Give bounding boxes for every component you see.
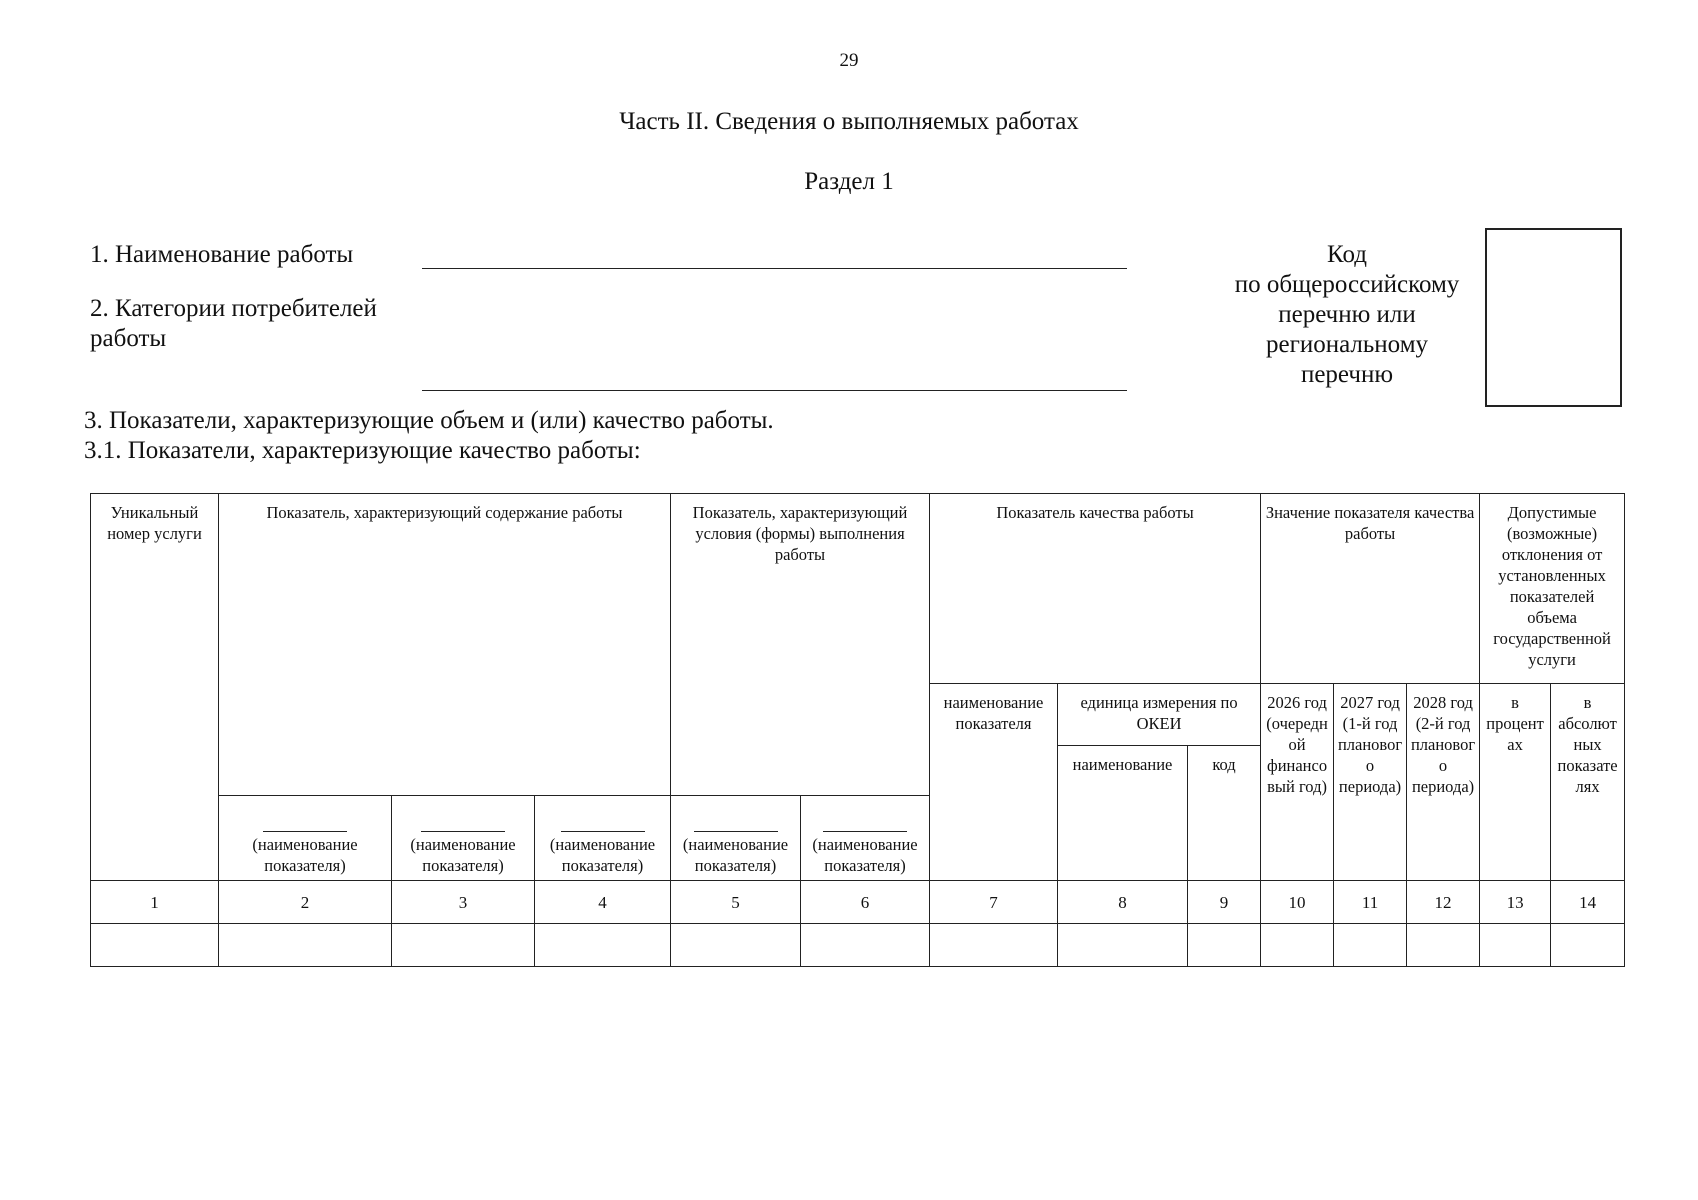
- blank-line[interactable]: [823, 823, 907, 832]
- column-number: 7: [930, 881, 1058, 924]
- table-cell-empty[interactable]: [1551, 924, 1625, 967]
- column-number: 10: [1261, 881, 1334, 924]
- column-number: 3: [392, 881, 535, 924]
- blank-line[interactable]: [561, 823, 645, 832]
- table-cell-empty[interactable]: [1407, 924, 1480, 967]
- year-2028-header: 2028 год (2-й год планового периода): [1407, 684, 1480, 881]
- quality-indicator-header: Показатель качества работы: [930, 494, 1261, 684]
- consumer-categories-label-line2: работы: [90, 325, 167, 352]
- column-number: 2: [219, 881, 392, 924]
- okei-code-header: код: [1188, 746, 1261, 881]
- column-number: 1: [91, 881, 219, 924]
- column-number: 13: [1480, 881, 1551, 924]
- content-placeholder-3: (наименование показателя): [535, 796, 671, 881]
- column-number: 14: [1551, 881, 1625, 924]
- table-cell-empty[interactable]: [392, 924, 535, 967]
- allowed-deviations-header: Допустимые (возможные) отклонения от установленных показателей объема государственной услуги: [1480, 494, 1625, 684]
- column-number: 11: [1334, 881, 1407, 924]
- table-cell-empty[interactable]: [1261, 924, 1334, 967]
- column-number: 12: [1407, 881, 1480, 924]
- indicator-name-header: наименование показателя: [930, 684, 1058, 881]
- column-number: 5: [671, 881, 801, 924]
- blank-line[interactable]: [694, 823, 778, 832]
- column-number: 8: [1058, 881, 1188, 924]
- content-placeholder-2: (наименование показателя): [392, 796, 535, 881]
- table-cell-empty[interactable]: [930, 924, 1058, 967]
- content-indicator-header: Показатель, характеризующий содержание работы: [219, 494, 671, 796]
- section-title: Раздел 1: [804, 168, 894, 195]
- code-label: [1222, 240, 1472, 390]
- table-cell-empty[interactable]: [219, 924, 392, 967]
- year-2027-header: 2027 год (1-й год планового периода): [1334, 684, 1407, 881]
- column-number: 9: [1188, 881, 1261, 924]
- work-name-line[interactable]: [422, 268, 1127, 269]
- page-number: 29: [839, 50, 859, 71]
- table-cell-empty[interactable]: [91, 924, 219, 967]
- unique-number-header: Уникальный номер услуги: [91, 494, 219, 881]
- blank-line[interactable]: [421, 823, 505, 832]
- column-number: 6: [801, 881, 930, 924]
- code-label-line4: региональному: [1265, 331, 1429, 358]
- heading-3: 3. Показатели, характеризующие объем и (или) качество работы.: [84, 407, 774, 434]
- quality-indicators-table: [90, 493, 1625, 967]
- in-percent-header: в процентах: [1480, 684, 1551, 881]
- consumer-categories-label-line1: 2. Категории потребителей: [90, 295, 377, 322]
- conditions-placeholder-1: (наименование показателя): [671, 796, 801, 881]
- table-cell-empty[interactable]: [801, 924, 930, 967]
- code-label-line5: перечню: [1300, 361, 1394, 388]
- okei-unit-header: единица измерения по ОКЕИ: [1058, 684, 1261, 746]
- in-absolute-header: в абсолютных показателях: [1551, 684, 1625, 881]
- conditions-indicator-header: Показатель, характеризующий условия (формы) выполнения работы: [671, 494, 930, 796]
- quality-value-header: Значение показателя качества работы: [1261, 494, 1480, 684]
- table-cell-empty[interactable]: [1188, 924, 1261, 967]
- code-label-line3: перечню или: [1278, 301, 1416, 328]
- heading-3-1: 3.1. Показатели, характеризующие качество работы:: [84, 437, 641, 464]
- table-cell-empty[interactable]: [1058, 924, 1188, 967]
- table-cell-empty[interactable]: [1480, 924, 1551, 967]
- conditions-placeholder-2: (наименование показателя): [801, 796, 930, 881]
- code-label-line2: по общероссийскому: [1234, 271, 1460, 298]
- year-2026-header: 2026 год (очередной финансовый год): [1261, 684, 1334, 881]
- consumer-categories-line[interactable]: [422, 390, 1127, 391]
- blank-line[interactable]: [263, 823, 347, 832]
- table-cell-empty[interactable]: [671, 924, 801, 967]
- table-cell-empty[interactable]: [535, 924, 671, 967]
- okei-name-header: наименование: [1058, 746, 1188, 881]
- column-number: 4: [535, 881, 671, 924]
- content-placeholder-1: (наименование показателя): [219, 796, 392, 881]
- code-box[interactable]: [1485, 228, 1622, 407]
- work-name-label: 1. Наименование работы: [90, 241, 354, 268]
- part-title: Часть II. Сведения о выполняемых работах: [619, 108, 1079, 135]
- code-label-line1: Код: [1327, 241, 1367, 268]
- table-cell-empty[interactable]: [1334, 924, 1407, 967]
